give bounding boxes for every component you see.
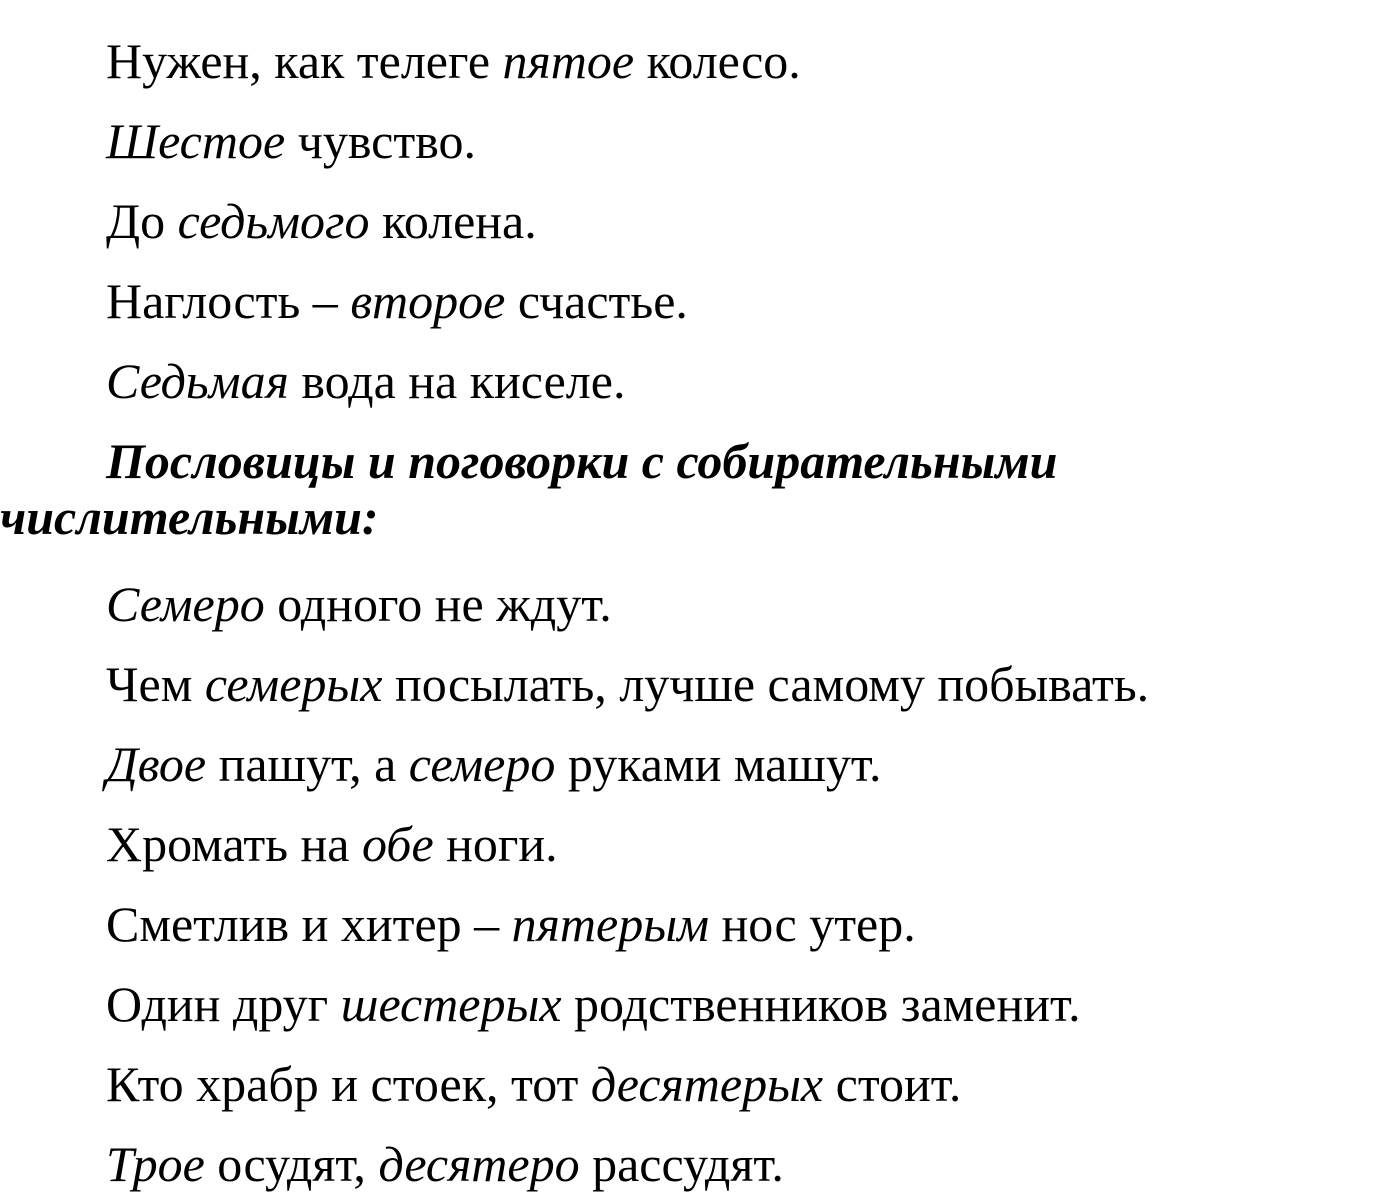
section-heading-line1: Пословицы и поговорки с собирательными — [106, 433, 1058, 489]
proverb-text: осудят, — [204, 1136, 379, 1192]
proverb-line — [106, 352, 625, 410]
section-heading-line2: числительными: — [0, 489, 379, 545]
proverb-text: Сметлив и хитер – — [106, 896, 512, 952]
proverb-text: Хромать на — [106, 816, 362, 872]
proverb-text: руками машут. — [555, 736, 882, 792]
proverb-text: ноги. — [433, 816, 558, 872]
numeral-emphasis: пятое — [502, 33, 635, 89]
numeral-emphasis: обе — [361, 816, 434, 872]
proverb-line — [106, 32, 801, 90]
proverb-text: счастье. — [505, 273, 688, 329]
proverb-text: Нужен, как телеге — [106, 33, 503, 89]
numeral-emphasis: семеро — [408, 736, 556, 792]
proverb-text: Наглость – — [106, 273, 351, 329]
proverb-line — [106, 655, 1149, 713]
proverb-text: Кто храбр и стоек, тот — [106, 1056, 591, 1112]
proverb-line — [106, 272, 688, 330]
numeral-emphasis: Шестое — [106, 113, 286, 169]
proverb-text: пашут, а — [206, 736, 409, 792]
proverb-line — [106, 112, 476, 170]
proverb-line — [106, 1135, 784, 1193]
proverb-text: стоит. — [823, 1056, 962, 1112]
proverb-text: чувство. — [285, 113, 476, 169]
numeral-emphasis: Седьмая — [106, 353, 289, 409]
proverb-text: рассудят. — [579, 1136, 784, 1192]
proverb-line — [106, 1055, 961, 1113]
proverb-text: вода на киселе. — [288, 353, 626, 409]
proverb-line — [106, 895, 916, 953]
proverb-text: колена. — [369, 193, 537, 249]
proverb-text: До — [106, 193, 178, 249]
proverb-text: одного не ждут. — [264, 576, 612, 632]
numeral-emphasis: десятеро — [378, 1136, 580, 1192]
numeral-emphasis: второе — [350, 273, 506, 329]
proverb-text: посылать, лучше самому побывать. — [382, 656, 1150, 712]
numeral-emphasis: седьмого — [177, 193, 370, 249]
proverb-text: колесо. — [634, 33, 801, 89]
proverb-text: Чем — [106, 656, 205, 712]
proverb-line — [106, 575, 612, 633]
proverb-line — [106, 192, 537, 250]
proverb-text: Один друг — [106, 976, 341, 1032]
numeral-emphasis: Трое — [106, 1136, 205, 1192]
proverb-line — [106, 735, 881, 793]
numeral-emphasis: пятерым — [511, 896, 709, 952]
proverb-text: родственников заменит. — [561, 976, 1081, 1032]
numeral-emphasis: Семеро — [106, 576, 265, 632]
proverb-line — [106, 975, 1081, 1033]
numeral-emphasis: Двое — [106, 736, 207, 792]
numeral-emphasis: шестерых — [340, 976, 562, 1032]
proverb-line — [106, 815, 558, 873]
numeral-emphasis: десятерых — [590, 1056, 824, 1112]
numeral-emphasis: семерых — [204, 656, 383, 712]
proverb-text: нос утер. — [709, 896, 916, 952]
